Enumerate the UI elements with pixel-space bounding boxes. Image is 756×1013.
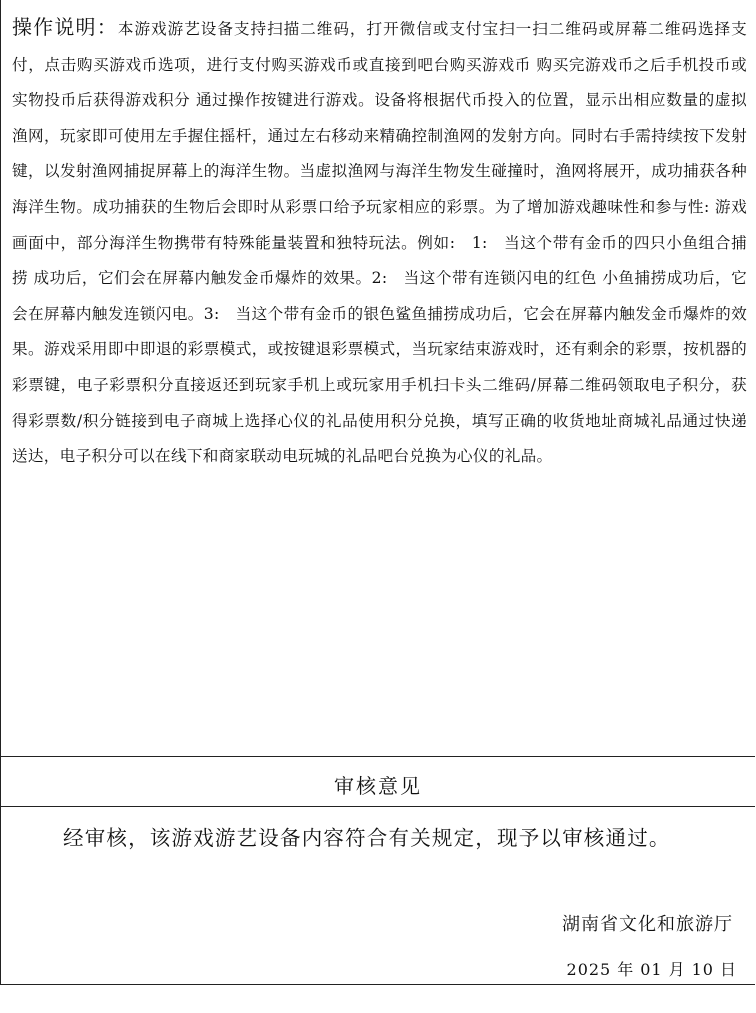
review-date — [567, 957, 743, 980]
date-year-unit: 年 — [617, 960, 635, 979]
review-section — [1, 807, 755, 984]
date-day: 10 — [691, 960, 714, 979]
date-month: 01 — [640, 960, 663, 979]
date-month-unit: 月 — [668, 960, 686, 979]
instructions-body: 本游戏游艺设备支持扫描二维码，打开微信或支付宝扫一扫二维码或屏幕二维码选择支付，点击购买游戏币选项，进行支付购买游戏币或直接到吧台购买游戏币 购买完游戏币之后手机投币或实物投币后获得游戏积分 通过操作按键进行游戏。设备将根据代币投入的位置，显示出相应数量的虚拟渔网，玩家即可使用左手握住摇杆，通过左右移动来精确控制渔网的发射方向。同时右手需持续按下发射键，以发射渔网捕捉屏幕上的海洋生物。当虚拟渔网与海洋生物发生碰撞时，渔网将展开，成功捕获各种海洋生物。成功捕获的生物后会即时从彩票口给予玩家相应的彩票。为了增加游戏趣味性和参与性: 游戏画面中，部分海洋生物携带有特殊能量装置和独特玩法。例如: 1: 当这个带有金币的四只小鱼组合捕捞 成功后，它们会在屏幕内触发金币爆炸的效果。2: 当这个带有连锁闪电的红色 小鱼捕捞成功后，它会在屏幕内触发连锁闪电。3: 当这个带有金币的银色鲨鱼捕捞成功后，它会在屏幕内触发金币爆炸的效果。游戏采用即中即退的彩票模式，或按键退彩票模式，当玩家结束游戏时，还有剩余的彩票，按机器的彩票键，电子彩票积分直接返还到玩家手机上或玩家用手机扫卡头二维码/屏幕二维码领取电子积分，获得彩票数/积分链接到电子商城上选择心仪的礼品使用积分兑换，填写正确的收货地址商城礼品通过快递送达，电子积分可以在线下和商家联动电玩城的礼品吧台兑换为心仪的礼品。 — [12, 20, 748, 466]
date-day-unit: 日 — [719, 960, 737, 979]
instructions-section — [1, 0, 755, 757]
instructions-paragraph — [12, 10, 747, 475]
review-organization: 湖南省文化和旅游厅 — [562, 914, 733, 935]
date-year: 2025 — [566, 960, 612, 979]
review-opinion: 经审核，该游戏游艺设备内容符合有关规定，现予以审核通过。 — [63, 826, 671, 850]
instructions-title: 操作说明： — [12, 15, 118, 39]
review-header: 审核意见 — [1, 757, 755, 807]
